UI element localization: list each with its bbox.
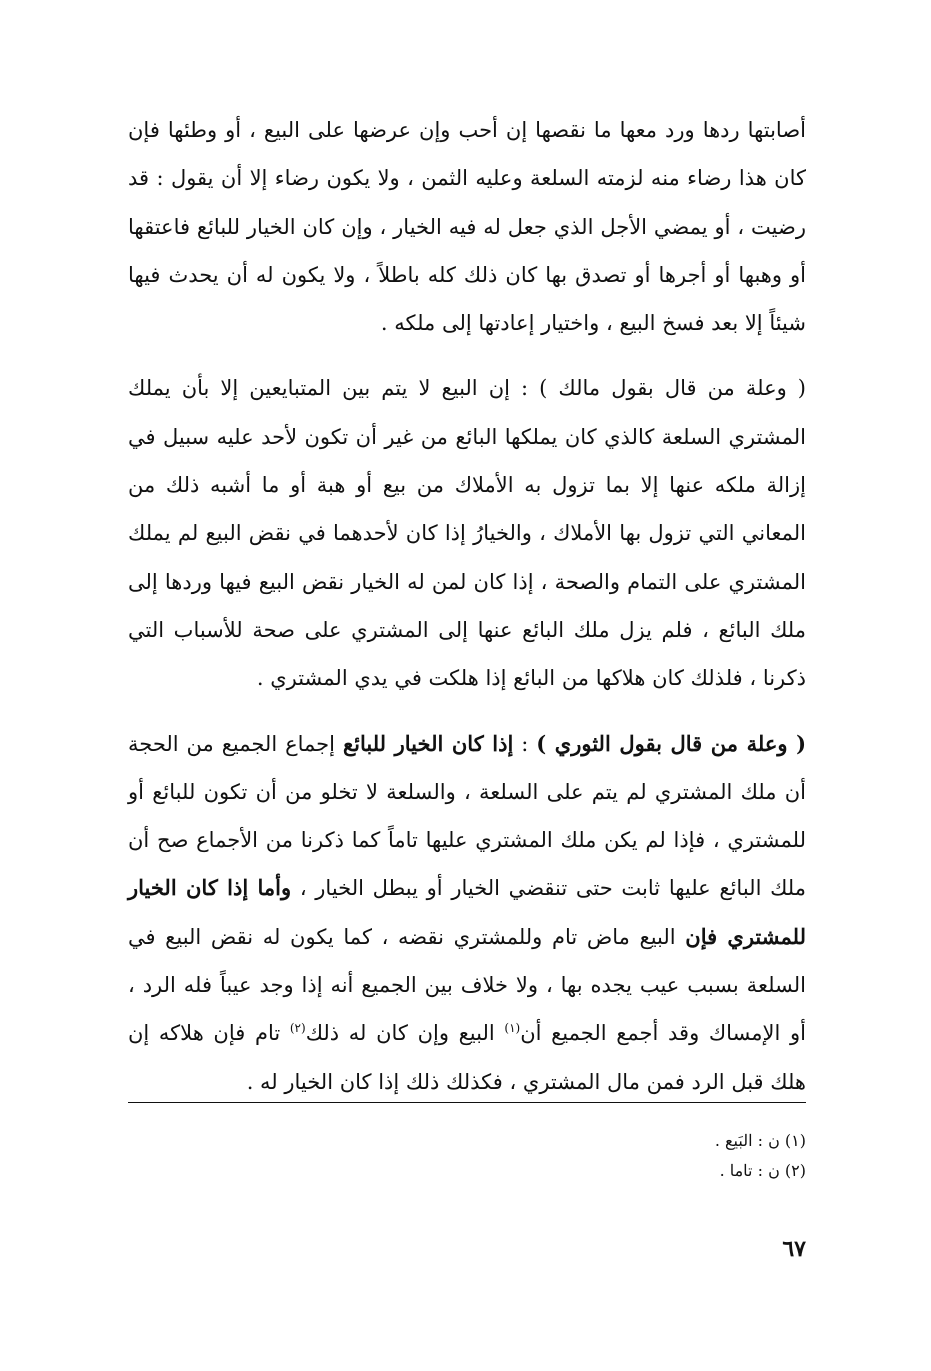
footnote-divider (128, 1102, 806, 1103)
paragraph-3-bold-a: إذا كان الخيار للبائع (342, 730, 514, 756)
paragraph-2-text: : إن البيع لا يتم بين المتبايعين إلا بأن يملك المشتري السلعة كالذي كان يملكها البائع من غير أن تكون لأحد عليه سبيل في إزالة ملكه عنها إلا بما تزول به الأملاك من بيع أو هبة أو ما أشبه ذلك من المعاني التي تزول بها الأملاك ، والخيارُ إذا كان لأحدهما في نقض البيع لم يملك المشتري على التمام والصحة ، إذا كان لمن له الخيار نقض البيع فيها وردها إلى ملك البائع ، فلم يزل ملك البائع عنها إلى المشتري على صحة للأسباب التي ذكرنا ، فلذلك كان هلاكها من البائع إذا هلكت في يدي المشتري . (128, 376, 806, 691)
footnote-2: (٢) ن : تاما . (719, 1161, 806, 1180)
footnote-ref-1: (١) (504, 1021, 521, 1036)
footnote-ref-2: (٢) (289, 1021, 306, 1036)
paragraph-1 (128, 106, 806, 347)
paragraph-1-text: أصابتها ردها ورد معها ما نقصها إن أحب وإن عرضها على البيع ، أو وطئها فإن كان هذا رضاء منه لزمته السلعة وعليه الثمن ، ولا يكون رضاء إلا أن يقول : قد رضيت ، أو يمضي الأجل الذي جعل له فيه الخيار ، وإن كان الخيار للبائع فاعتقها أو وهبها أو أجرها أو تصدق بها كان ذلك كله باطلاً ، ولا يكون له أن يحدث فيها شيئاً إلا بعد فسخ البيع ، واختيار إعادتها إلى ملكه . (128, 118, 806, 336)
paragraph-3-text-c: البيع ماض تام وللمشتري نقضه ، كما يكون له نقض البيع في السلعة بسبب عيب يجده بها ، ولا خلاف بين الجميع أنه إذا وجد عيباً فله الرد ، أو الإمساك وقد أجمع الجميع أن (128, 924, 806, 1046)
footnote-1: (١) ن : البَيع . (714, 1131, 806, 1150)
paragraph-3 (128, 720, 806, 1106)
paragraph-3-text-e: تام فإن هلاكه إن هلك قبل الرد فمن مال المشتري ، فكذلك ذلك إذا كان الخيار له . (128, 1021, 806, 1094)
paragraph-3-text-d: البيع وإن كان له ذلك (305, 1021, 505, 1046)
paragraph-3-bold-b: وأما إذا كان الخيار للمشتري فإن (128, 875, 806, 949)
paragraph-3-text-b: إجماع الجميع من الحجة أن ملك المشتري لم يتم على السلعة ، والسلعة لا تخلو من أن تكون للبائع أو للمشتري ، فإذا لم يكن ملك المشتري عليها تاماً كما ذكرنا من الأجماع صح أن ملك البائع عليها ثابت حتى تنقضي الخيار أو يبطل الخيار ، (128, 731, 806, 901)
main-text (128, 106, 806, 1106)
paragraph-2 (128, 364, 806, 702)
footnotes (128, 1126, 806, 1186)
page-number: ٦٧ (782, 1236, 806, 1262)
paragraph-2-lead: ( وعلة من قال بقول مالك ) (539, 376, 806, 401)
paragraph-3-text-a: : (513, 731, 537, 756)
paragraph-3-lead: ( وعلة من قال بقول الثوري ) (536, 730, 807, 756)
